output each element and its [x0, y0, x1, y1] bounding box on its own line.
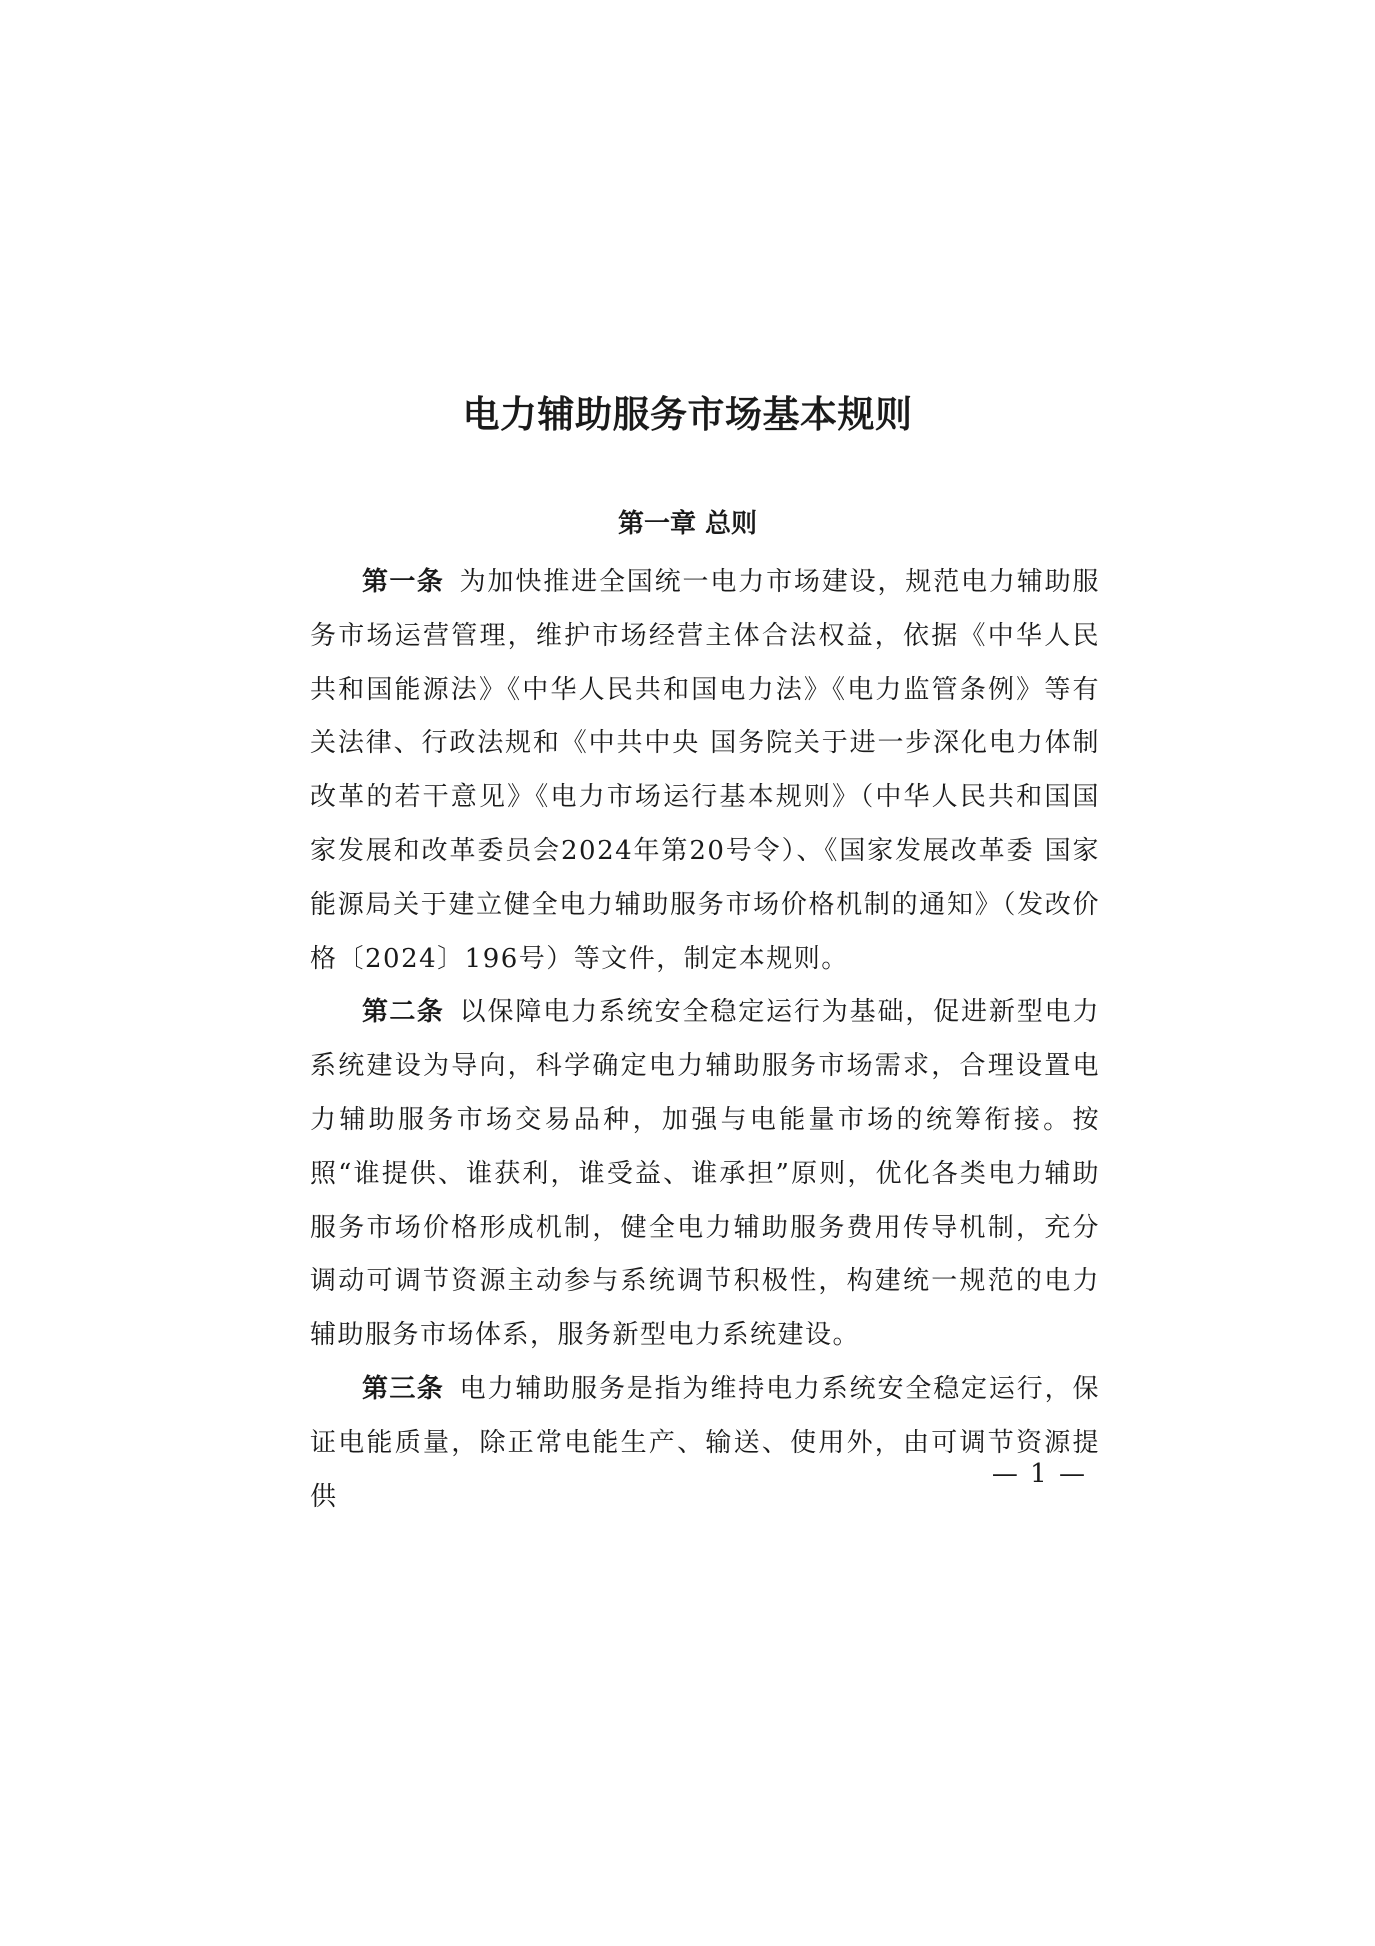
article-label: 第三条	[362, 1373, 445, 1404]
chapter-title: 第一章 总则	[617, 509, 758, 539]
article-text: 以保障电力系统安全稳定运行为基础，促进新型电力系统建设为导向，科学确定电力辅助服务市场需求，合理设置电力辅助服务市场交易品种，加强与电能量市场的统筹衔接。按照“谁提供、谁获利，谁受益、谁承担”原则，优化各类电力辅助服务市场价格形成机制，健全电力辅助服务费用传导机制，充分调动可调节资源主动参与系统调节积极性，构建统一规范的电力辅助服务市场体系，服务新型电力系统建设。	[310, 997, 1100, 1351]
article-text: 为加快推进全国统一电力市场建设，规范电力辅助服务市场运营管理，维护市场经营主体合法权益，依据《中华人民共和国能源法》《中华人民共和国电力法》《电力监管条例》等有关法律、行政法规和《中共中央 国务院关于进一步深化电力体制改革的若干意见》《电力市场运行基本规则》（中华人民共和国国家发展和改革委员会2024年第20号令）、《国家发展改革委 国家能源局关于建立健全电力辅助服务市场价格机制的通知》（发改价格〔2024〕196号）等文件，制定本规则。	[310, 567, 1100, 974]
article-label: 第一条	[362, 567, 445, 597]
page-number: — 1 —	[991, 1459, 1087, 1489]
document-body	[310, 556, 1100, 1524]
article-paragraph	[310, 556, 1100, 986]
article-label: 第二条	[362, 997, 445, 1028]
article-paragraph	[310, 1363, 1100, 1524]
article-text: 电力辅助服务是指为维持电力系统安全稳定运行，保证电能质量，除正常电能生产、输送、使用外，由可调节资源提供	[310, 1373, 1100, 1512]
document-title: 电力辅助服务市场基本规则	[462, 392, 913, 436]
article-paragraph	[310, 986, 1100, 1363]
